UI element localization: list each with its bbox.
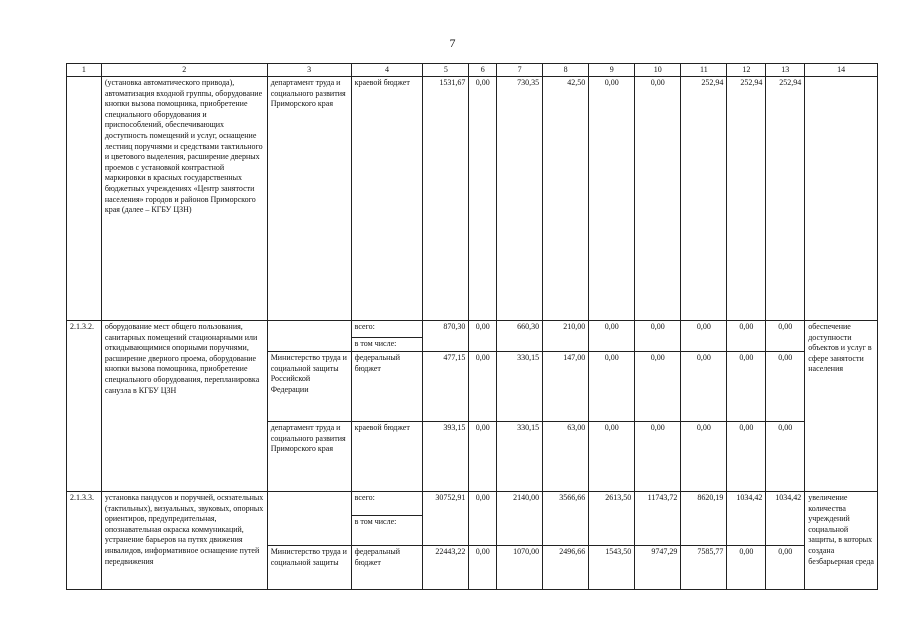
header-cell: 2 — [101, 64, 267, 77]
result-cell — [805, 77, 878, 321]
header-cell: 4 — [351, 64, 423, 77]
description-cell: установка пандусов и поручней, осязательных (тактильных), визуальных, звуковых, опорных ориентиров, предупредительная, опознавательная окраска коммуникаций, устранение барьеров на путях движения инвалидов, информативное оснащение путей передвижения — [101, 492, 267, 590]
value-cell: 0,00 — [766, 546, 805, 590]
page-number: 7 — [449, 36, 456, 50]
source-cell: в том числе: — [351, 338, 423, 352]
program-table — [66, 63, 878, 590]
value-cell: 0,00 — [589, 352, 635, 422]
value-cell: 2496,66 — [543, 546, 589, 590]
description-cell: (установка автоматического привода), автоматизация входной группы, оборудование кнопки вызова помощника, приобретение специального оборудования и приспособлений, обеспечивающих доступность помещений и услуг, оснащение лестниц поручнями и средствами тактильного и цветового выделения, расширение дверных проемов с установкой контрастной маркировки в красных государственных бюджетных учреждениях «Центр занятости населения» городов и районов Приморского края (далее – КГБУ ЦЗН) — [101, 77, 267, 321]
value-cell: 0,00 — [469, 422, 497, 492]
value-cell: 0,00 — [589, 321, 635, 352]
value-cell: 252,94 — [766, 77, 805, 321]
source-cell: в том числе: — [351, 516, 423, 546]
header-cell: 6 — [469, 64, 497, 77]
executor-cell — [267, 321, 351, 352]
source-cell: всего: — [351, 321, 423, 338]
value-cell: 252,94 — [727, 77, 766, 321]
result-cell: обеспечение доступности объектов и услуг в сфере занятости населения — [805, 321, 878, 492]
value-cell: 330,15 — [497, 422, 543, 492]
value-cell: 730,35 — [497, 77, 543, 321]
value-cell: 0,00 — [635, 352, 681, 422]
value-cell: 0,00 — [589, 77, 635, 321]
value-cell: 393,15 — [423, 422, 469, 492]
value-cell: 0,00 — [635, 321, 681, 352]
header-cell: 10 — [635, 64, 681, 77]
value-cell: 1034,42 — [727, 492, 766, 546]
value-cell: 0,00 — [727, 422, 766, 492]
value-cell: 1531,67 — [423, 77, 469, 321]
value-cell: 0,00 — [589, 422, 635, 492]
value-cell: 0,00 — [681, 422, 727, 492]
value-cell: 0,00 — [635, 77, 681, 321]
value-cell: 3566,66 — [543, 492, 589, 546]
source-cell: федеральный бюджет — [351, 352, 423, 422]
header-row — [67, 64, 878, 77]
value-cell: 0,00 — [469, 321, 497, 352]
value-cell: 0,00 — [727, 546, 766, 590]
value-cell: 0,00 — [766, 352, 805, 422]
header-cell: 7 — [497, 64, 543, 77]
table-row — [67, 492, 878, 516]
value-cell: 0,00 — [469, 492, 497, 546]
header-cell: 9 — [589, 64, 635, 77]
value-cell: 8620,19 — [681, 492, 727, 546]
value-cell: 0,00 — [681, 352, 727, 422]
value-cell: 1543,50 — [589, 546, 635, 590]
source-cell: краевой бюджет — [351, 77, 423, 321]
value-cell: 477,15 — [423, 352, 469, 422]
source-cell: федеральный бюджет — [351, 546, 423, 590]
source-cell: краевой бюджет — [351, 422, 423, 492]
value-cell: 210,00 — [543, 321, 589, 352]
value-cell: 0,00 — [766, 422, 805, 492]
executor-cell: Министерство труда и социальной защиты — [267, 546, 351, 590]
value-cell: 147,00 — [543, 352, 589, 422]
value-cell: 0,00 — [469, 546, 497, 590]
value-cell: 1070,00 — [497, 546, 543, 590]
header-cell: 13 — [766, 64, 805, 77]
table-row — [67, 77, 878, 321]
header-cell: 5 — [423, 64, 469, 77]
header-cell: 8 — [543, 64, 589, 77]
header-cell: 1 — [67, 64, 102, 77]
executor-cell: Министерство труда и социальной защиты Российской Федерации — [267, 352, 351, 422]
table-row — [67, 321, 878, 338]
code-cell: 2.1.3.3. — [67, 492, 102, 590]
header-cell: 12 — [727, 64, 766, 77]
value-cell: 1034,42 — [766, 492, 805, 546]
value-cell: 63,00 — [543, 422, 589, 492]
value-cell: 0,00 — [766, 321, 805, 352]
value-cell: 0,00 — [681, 321, 727, 352]
value-cell: 0,00 — [727, 321, 766, 352]
value-cell: 22443,22 — [423, 546, 469, 590]
value-cell: 0,00 — [469, 352, 497, 422]
description-cell: оборудование мест общего пользования, санитарных помещений стационарными или откидывающимися опорными поручнями, расширение дверного проема, оборудование кнопки вызова помощника, приобретение специального оборудования, перепланировка санузла в КГБУ ЦЗН — [101, 321, 267, 492]
value-cell: 11743,72 — [635, 492, 681, 546]
code-cell — [67, 77, 102, 321]
value-cell: 330,15 — [497, 352, 543, 422]
executor-cell: департамент труда и социального развития Приморского края — [267, 77, 351, 321]
value-cell: 660,30 — [497, 321, 543, 352]
value-cell: 7585,77 — [681, 546, 727, 590]
result-cell: увеличение количества учреждений социальной защиты, в которых создана безбарьерная среда — [805, 492, 878, 590]
value-cell: 2140,00 — [497, 492, 543, 546]
source-cell: всего: — [351, 492, 423, 516]
executor-cell: департамент труда и социального развития Приморского края — [267, 422, 351, 492]
code-cell: 2.1.3.2. — [67, 321, 102, 492]
value-cell: 0,00 — [635, 422, 681, 492]
value-cell: 0,00 — [469, 77, 497, 321]
value-cell: 30752,91 — [423, 492, 469, 546]
header-cell: 11 — [681, 64, 727, 77]
header-cell: 14 — [805, 64, 878, 77]
executor-cell — [267, 492, 351, 546]
value-cell: 252,94 — [681, 77, 727, 321]
value-cell: 9747,29 — [635, 546, 681, 590]
value-cell: 0,00 — [727, 352, 766, 422]
value-cell: 42,50 — [543, 77, 589, 321]
value-cell: 870,30 — [423, 321, 469, 352]
value-cell: 2613,50 — [589, 492, 635, 546]
header-cell: 3 — [267, 64, 351, 77]
